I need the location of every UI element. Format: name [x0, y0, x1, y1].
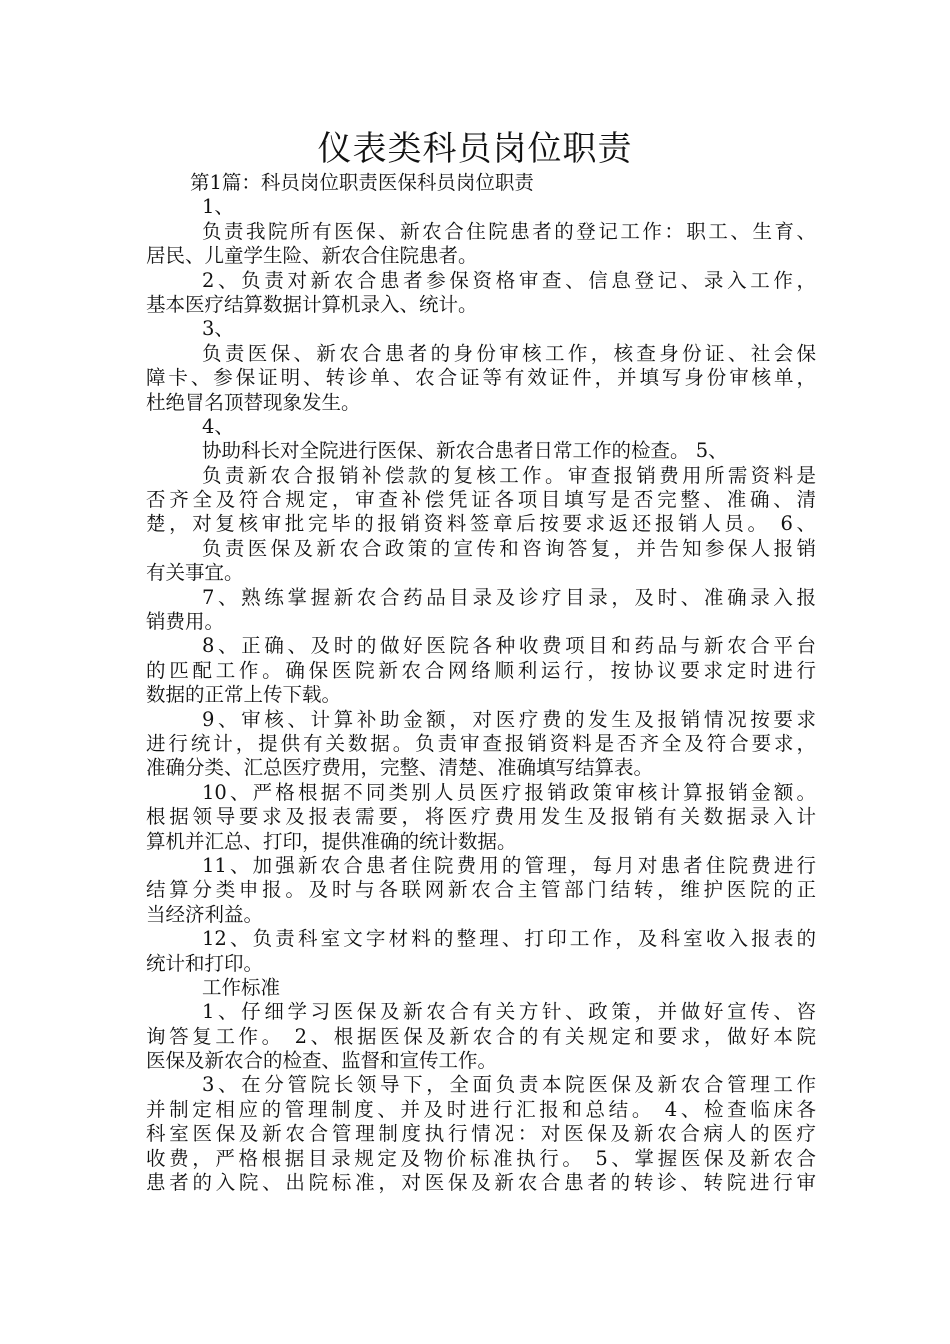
text-line: 7、熟练掌握新农合药品目录及诊疗目录，及时、准确录入报	[202, 585, 816, 609]
text-line: 2、负责对新农合患者参保资格审查、信息登记、录入工作，	[202, 268, 816, 292]
text-line: 9、审核、计算补助金额，对医疗费的发生及报销情况按要求	[202, 707, 816, 731]
text-line: 基本医疗结算数据计算机录入、统计。	[146, 292, 478, 316]
text-line: 居民、儿童学生险、新农合住院患者。	[146, 244, 478, 268]
text-line: 统计和打印。	[146, 951, 264, 975]
text-line: 进行统计，提供有关数据。负责审查报销资料是否齐全及符合要求，	[146, 731, 816, 755]
text-line: 杜绝冒名顶替现象发生。	[146, 390, 361, 414]
text-line: 3、在分管院长领导下，全面负责本院医保及新农合管理工作	[202, 1073, 816, 1097]
text-line: 负责医保、新农合患者的身份审核工作，核查身份证、社会保	[202, 341, 816, 365]
text-line: 根据领导要求及报表需要，将医疗费用发生及报销有关数据录入计	[146, 805, 816, 829]
text-line: 收费，严格根据目录规定及物价标准执行。 5、掌握医保及新农合	[146, 1146, 816, 1170]
text-line: 第1篇：科员岗位职责医保科员岗位职责	[190, 171, 534, 194]
text-line: 结算分类申报。及时与各联网新农合主管部门结转，维护医院的正	[146, 878, 816, 902]
text-line: 4、	[202, 414, 234, 438]
text-line: 负责新农合报销补偿款的复核工作。审查报销费用所需资料是	[202, 463, 816, 487]
text-line: 数据的正常上传下载。	[146, 683, 342, 707]
text-line: 障卡、参保证明、转诊单、农合证等有效证件，并填写身份审核单，	[146, 366, 816, 390]
document-title: 仪表类科员岗位职责	[317, 129, 633, 169]
text-line: 询答复工作。 2、根据医保及新农合的有关规定和要求，做好本院	[146, 1024, 816, 1048]
text-line: 科室医保及新农合管理制度执行情况：对医保及新农合病人的医疗	[146, 1122, 816, 1146]
text-line: 的匹配工作。确保医院新农合网络顺利运行，按协议要求定时进行	[146, 658, 816, 682]
text-line: 1、	[202, 195, 234, 219]
text-line: 负责我院所有医保、新农合住院患者的登记工作：职工、生育、	[202, 219, 816, 243]
text-line: 患者的入院、出院标准，对医保及新农合患者的转诊、转院进行审	[146, 1171, 816, 1195]
text-line: 医保及新农合的检查、监督和宣传工作。	[146, 1049, 498, 1073]
text-line: 协助科长对全院进行医保、新农合患者日常工作的检查。 5、	[202, 439, 728, 463]
text-line: 当经济利益。	[146, 902, 264, 926]
text-line: 准确分类、汇总医疗费用，完整、清楚、准确填写结算表。	[146, 756, 654, 780]
text-line: 8、正确、及时的做好医院各种收费项目和药品与新农合平台	[202, 634, 816, 658]
text-line: 负责医保及新农合政策的宣传和咨询答复，并告知参保人报销	[202, 536, 816, 560]
text-line: 11、加强新农合患者住院费用的管理，每月对患者住院费进行	[202, 853, 816, 877]
document-body	[146, 171, 816, 1195]
text-line: 算机并汇总、打印，提供准确的统计数据。	[146, 829, 517, 853]
text-line: 并制定相应的管理制度、并及时进行汇报和总结。 4、检查临床各	[146, 1097, 816, 1121]
text-line: 3、	[202, 317, 234, 341]
text-line: 销费用。	[146, 610, 225, 634]
text-line: 12、负责科室文字材料的整理、打印工作，及科室收入报表的	[202, 927, 816, 951]
text-line: 否齐全及符合规定，审查补偿凭证各项目填写是否完整、准确、清	[146, 488, 816, 512]
text-line: 1、仔细学习医保及新农合有关方针、政策，并做好宣传、咨	[202, 1000, 816, 1024]
text-line: 10、严格根据不同类别人员医疗报销政策审核计算报销金额。	[202, 780, 816, 804]
text-line: 有关事宜。	[146, 561, 244, 585]
text-line: 楚，对复核审批完毕的报销资料签章后按要求返还报销人员。 6、	[146, 512, 816, 536]
text-line: 工作标准	[202, 975, 281, 999]
